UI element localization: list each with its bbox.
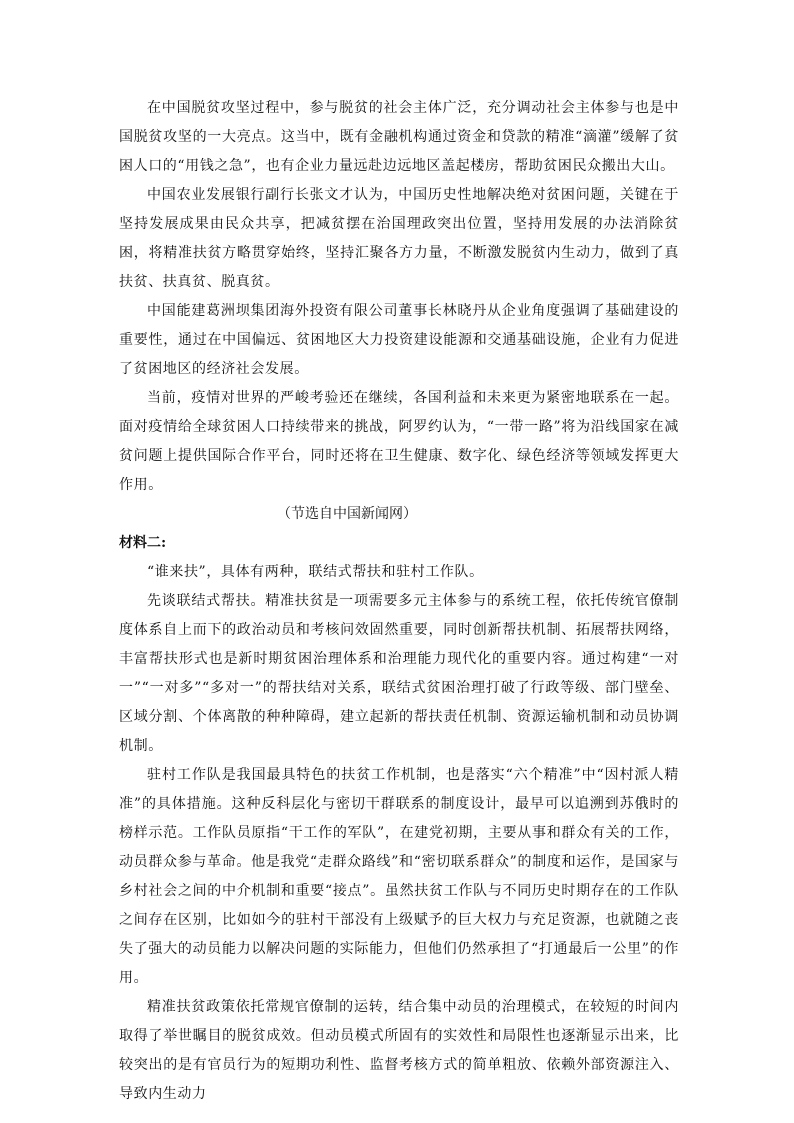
paragraph: 中国农业发展银行副行长张文才认为，中国历史性地解决绝对贫困问题，关键在于坚持发展成果由民众共享，把减贫摆在治国理政突出位置，坚持用发展的办法消除贫困，将精准扶贫方略贯穿始终，坚持汇聚各方力量，不断激发脱贫内生动力，做到了真扶贫、扶真贫、脱真贫。 bbox=[119, 187, 679, 290]
paragraph: 当前，疫情对世界的严峻考验还在继续，各国利益和未来更为紧密地联系在一起。面对疫情给全球贫困人口持续带来的挑战，阿罗约认为，“一带一路”将为沿线国家在减贫问题上提供国际合作平台，同时还将在卫生健康、数字化、绿色经济等领域发挥更大作用。 bbox=[119, 390, 679, 493]
paragraph: 先谈联结式帮扶。精准扶贫是一项需要多元主体参与的系统工程，依托传统官僚制度体系自上而下的政治动员和考核问效固然重要，同时创新帮扶机制、拓展帮扶网络，丰富帮扶形式也是新时期贫困治理体系和治理能力现代化的重要内容。通过构建“一对一”“一对多”“多对一”的帮扶结对关系，联结式贫困治理打破了行政等级、部门壁垒、区域分割、个体离散的种种障碍，建立起新的帮扶责任机制、资源运输机制和动员协调机制。 bbox=[119, 593, 679, 754]
paragraph: 驻村工作队是我国最具特色的扶贫工作机制，也是落实“六个精准”中“因村派人精准”的具体措施。这种反科层化与密切干群联系的制度设计，最早可以追溯到苏俄时的榜样示范。工作队员原指“干工作的军队”，在建党初期，主要从事和群众有关的工作，动员群众参与革命。他是我党“走群众路线”和“密切联系群众”的制度和运作，是国家与乡村社会之间的中介机制和重要“接点”。虽然扶贫工作队与不同历史时期存在的工作队之间存在区别，比如如今的驻村干部没有上级赋予的巨大权力与充足资源，也就随之丧失了强大的动员能力以解决问题的实际能力，但他们仍然承担了“打通最后一公里”的作用。 bbox=[119, 767, 679, 986]
document-page bbox=[119, 94, 679, 1109]
section-heading: 材料二: bbox=[119, 535, 167, 551]
paragraph: 精准扶贫政策依托常规官僚制的运转，结合集中动员的治理模式，在较短的时间内取得了举世瞩目的脱贫成效。但动员模式所固有的实效性和局限性也逐渐显示出来，比较突出的是有官员行为的短期功利性、监督考核方式的简单粗放、依赖外部资源注入、导致内生动力 bbox=[119, 999, 679, 1102]
paragraph: 中国能建葛洲坝集团海外投资有限公司董事长林晓丹从企业角度强调了基础建设的重要性，通过在中国偏远、贫困地区大力投资建设能源和交通基础设施，企业有力促进了贫困地区的经济社会发展。 bbox=[119, 303, 679, 377]
source-citation: （节选自中国新闻网） bbox=[277, 506, 417, 522]
paragraph: 在中国脱贫攻坚过程中，参与脱贫的社会主体广泛，充分调动社会主体参与也是中国脱贫攻坚的一大亮点。这当中，既有金融机构通过资金和贷款的精准“滴灌”缓解了贫困人口的“用钱之急”，也有企业力量远赴边远地区盖起楼房，帮助贫困民众搬出大山。 bbox=[119, 100, 679, 174]
paragraph: “谁来扶”，具体有两种，联结式帮扶和驻村工作队。 bbox=[147, 564, 484, 580]
